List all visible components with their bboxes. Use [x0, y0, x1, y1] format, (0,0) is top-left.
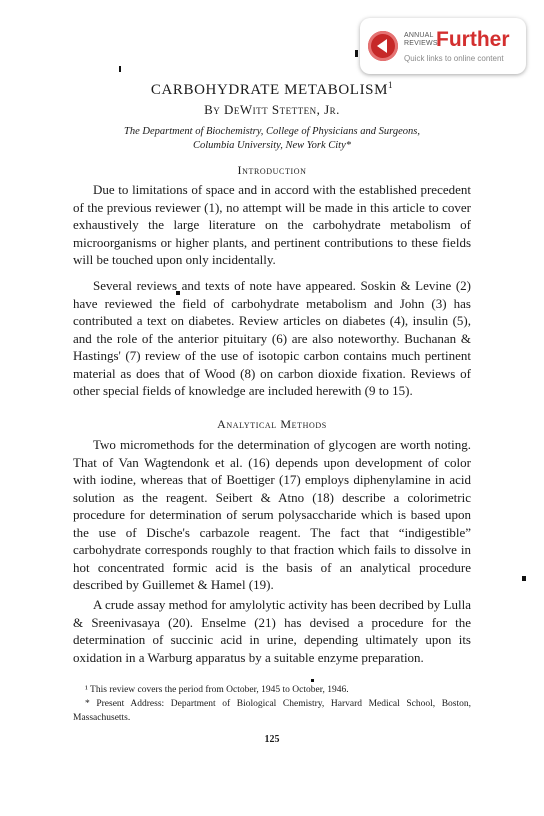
title-footnote-mark: 1	[388, 80, 394, 90]
badge-tagline: Quick links to online content	[404, 54, 504, 63]
further-brand: Further	[436, 28, 510, 51]
paragraph-analytical-1: Two micromethods for the determination of glycogen are worth noting. That of Van Wagtendonk et al. (16) depends upon development of color with iodine, whereas that of Boettiger (17) employs diphenylamine in acid solution as the reagent. Seibert & Atno (18) describe a colorimetric procedure for determination of serum polysaccharide which is based upon the use of Dische's carbazole reagent. The fact that “indigestible” carbohydrate corresponds roughly to that fraction which fails to dissolve in hot concentrated formic acid is the basis of an analytical procedure described by Guillemet & Hamel (19).	[73, 437, 471, 592]
paragraph-analytical-2: A crude assay method for amylolytic activity has been decribed by Lulla & Sreenivasaya (20). Enselme (21) has devised a procedure for the determination of succinic acid in urine, depending ultimately upon its oxidation in a Warburg apparatus by a suitable enzyme preparation.	[73, 597, 471, 665]
play-back-icon	[368, 31, 398, 61]
affiliation-line-1: The Department of Biochemistry, College of Physicians and Surgeons,	[124, 126, 420, 137]
scan-speck	[522, 576, 526, 581]
publisher-label: ANNUAL REVIEWS	[404, 32, 438, 47]
paragraph-introduction-1: Due to limitations of space and in accord with the established precedent of the previous reviewer (1), no attempt will be made in this article to cover exhaustively the large literature on the carbohydrate metabolism of microorganisms or higher plants, and pertinent contributions to these fields will be touched upon only incidentally.	[73, 182, 471, 267]
page-number: 125	[264, 734, 280, 745]
scan-speck	[355, 50, 358, 57]
affiliation-line-2: Columbia University, New York City*	[193, 140, 351, 151]
section-heading-analytical-methods: Analytical Methods	[217, 417, 327, 431]
section-heading-introduction: Introduction	[237, 163, 307, 177]
scan-speck	[311, 679, 314, 682]
article-title: CARBOHYDRATE METABOLISM$^1$	[150, 80, 394, 98]
footnote-1: ¹ This review covers the period from October, 1945 to October, 1946.	[85, 685, 349, 695]
badge-text	[404, 29, 510, 63]
footnote-2: * Present Address: Department of Biological Chemistry, Harvard Medical School, Boston, Massachusetts.	[73, 699, 471, 723]
paragraph-introduction-2: Several reviews and texts of note have appeared. Soskin & Levine (2) have reviewed the field of carbohydrate metabolism and John (3) has contributed a text on diabetes. Review articles on diabetes (4), insulin (5), and the role of the anterior pituitary (6) are also noteworthy. Buchanan & Hastings' (7) review of the use of isotopic carbon contains much pertinent material as does that of Wood (8) on carbon dioxide fixation. Reviews of other special fields of knowledge are included herewith (9 to 15).	[73, 278, 471, 398]
author-affiliation	[0, 125, 544, 153]
further-links-badge[interactable]	[360, 18, 526, 74]
scan-speck	[119, 66, 121, 72]
article-author: By DeWitt Stetten, Jr.	[204, 102, 340, 117]
